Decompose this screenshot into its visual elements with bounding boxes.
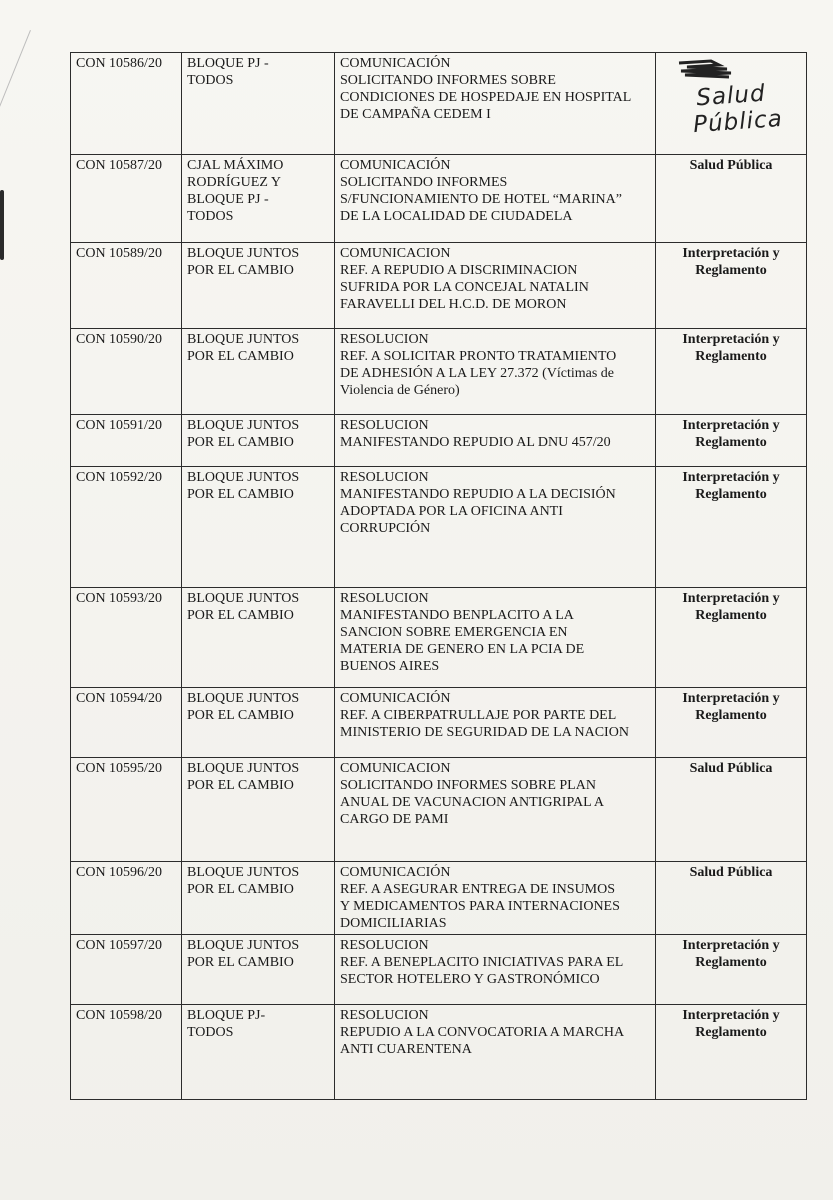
autor-cell: CJAL MÁXIMO RODRÍGUEZ Y BLOQUE PJ - TODOS xyxy=(182,155,335,243)
paper-fold-line xyxy=(0,30,31,216)
comision-cell: Interpretación y Reglamento xyxy=(656,935,807,1005)
table-row xyxy=(71,758,807,862)
scribble-mark xyxy=(671,57,741,83)
expediente-cell: CON 10595/20 xyxy=(71,758,182,862)
table-row xyxy=(71,53,807,155)
handwritten-word-2: Pública xyxy=(692,105,784,139)
autor-cell: BLOQUE JUNTOS POR EL CAMBIO xyxy=(182,329,335,415)
table-row xyxy=(71,467,807,588)
expediente-cell: CON 10587/20 xyxy=(71,155,182,243)
table-row xyxy=(71,415,807,467)
table-row xyxy=(71,588,807,688)
comision-cell: Interpretación y Reglamento xyxy=(656,1005,807,1100)
descripcion-cell: RESOLUCION MANIFESTANDO BENPLACITO A LA SANCION SOBRE EMERGENCIA EN MATERIA DE GENERO EN LA PCIA DE BUENOS AIRES xyxy=(335,588,656,688)
descripcion-cell: COMUNICACIÓN SOLICITANDO INFORMES SOBRE CONDICIONES DE HOSPEDAJE EN HOSPITAL DE CAMPAÑA CEDEM I xyxy=(335,53,656,155)
autor-cell: BLOQUE JUNTOS POR EL CAMBIO xyxy=(182,758,335,862)
autor-cell: BLOQUE PJ- TODOS xyxy=(182,1005,335,1100)
table-row xyxy=(71,243,807,329)
descripcion-cell: RESOLUCION MANIFESTANDO REPUDIO A LA DECISIÓN ADOPTADA POR LA OFICINA ANTI CORRUPCIÓN xyxy=(335,467,656,588)
comision-cell: Salud Pública xyxy=(656,155,807,243)
comision-cell: Interpretación y Reglamento xyxy=(656,588,807,688)
descripcion-cell: RESOLUCION MANIFESTANDO REPUDIO AL DNU 457/20 xyxy=(335,415,656,467)
comision-cell: Interpretación y Reglamento xyxy=(656,415,807,467)
descripcion-cell: COMUNICACIÓN REF. A ASEGURAR ENTREGA DE INSUMOS Y MEDICAMENTOS PARA INTERNACIONES DOMICILIARIAS xyxy=(335,862,656,935)
registry-rows xyxy=(71,53,807,1100)
table-row xyxy=(71,862,807,935)
expediente-cell: CON 10590/20 xyxy=(71,329,182,415)
descripcion-cell: COMUNICACIÓN SOLICITANDO INFORMES S/FUNCIONAMIENTO DE HOTEL “MARINA” DE LA LOCALIDAD DE CIUDADELA xyxy=(335,155,656,243)
comision-cell: Interpretación y Reglamento xyxy=(656,243,807,329)
autor-cell: BLOQUE JUNTOS POR EL CAMBIO xyxy=(182,935,335,1005)
comision-cell: Salud Pública xyxy=(656,862,807,935)
scan-edge-shadow xyxy=(0,190,4,260)
descripcion-cell: COMUNICACIÓN REF. A CIBERPATRULLAJE POR PARTE DEL MINISTERIO DE SEGURIDAD DE LA NACION xyxy=(335,688,656,758)
registry-table xyxy=(70,52,807,1100)
comision-cell: Interpretación y Reglamento xyxy=(656,329,807,415)
autor-cell: BLOQUE JUNTOS POR EL CAMBIO xyxy=(182,467,335,588)
expediente-cell: CON 10586/20 xyxy=(71,53,182,155)
autor-cell: BLOQUE JUNTOS POR EL CAMBIO xyxy=(182,862,335,935)
comision-cell: Salud Pública xyxy=(656,758,807,862)
expediente-cell: CON 10592/20 xyxy=(71,467,182,588)
table-row xyxy=(71,329,807,415)
autor-cell: BLOQUE JUNTOS POR EL CAMBIO xyxy=(182,243,335,329)
handwritten-word-1: Salud xyxy=(695,80,767,112)
table-row xyxy=(71,1005,807,1100)
expediente-cell: CON 10589/20 xyxy=(71,243,182,329)
table-row xyxy=(71,935,807,1005)
descripcion-cell: COMUNICACION SOLICITANDO INFORMES SOBRE PLAN ANUAL DE VACUNACION ANTIGRIPAL A CARGO DE PAMI xyxy=(335,758,656,862)
autor-cell: BLOQUE JUNTOS POR EL CAMBIO xyxy=(182,415,335,467)
autor-cell: BLOQUE JUNTOS POR EL CAMBIO xyxy=(182,688,335,758)
comision-cell xyxy=(656,53,807,155)
expediente-cell: CON 10591/20 xyxy=(71,415,182,467)
autor-cell: BLOQUE JUNTOS POR EL CAMBIO xyxy=(182,588,335,688)
table-row xyxy=(71,155,807,243)
comision-cell: Interpretación y Reglamento xyxy=(656,688,807,758)
descripcion-cell: RESOLUCION REPUDIO A LA CONVOCATORIA A MARCHA ANTI CUARENTENA xyxy=(335,1005,656,1100)
expediente-cell: CON 10597/20 xyxy=(71,935,182,1005)
descripcion-cell: RESOLUCION REF. A BENEPLACITO INICIATIVAS PARA EL SECTOR HOTELERO Y GASTRONÓMICO xyxy=(335,935,656,1005)
expediente-cell: CON 10598/20 xyxy=(71,1005,182,1100)
autor-cell: BLOQUE PJ - TODOS xyxy=(182,53,335,155)
descripcion-cell: COMUNICACION REF. A REPUDIO A DISCRIMINACION SUFRIDA POR LA CONCEJAL NATALIN FARAVELLI DEL H.C.D. DE MORON xyxy=(335,243,656,329)
expediente-cell: CON 10593/20 xyxy=(71,588,182,688)
table-row xyxy=(71,688,807,758)
descripcion-cell: RESOLUCION REF. A SOLICITAR PRONTO TRATAMIENTO DE ADHESIÓN A LA LEY 27.372 (Víctimas de Violencia de Género) xyxy=(335,329,656,415)
comision-cell: Interpretación y Reglamento xyxy=(656,467,807,588)
expediente-cell: CON 10594/20 xyxy=(71,688,182,758)
expediente-cell: CON 10596/20 xyxy=(71,862,182,935)
